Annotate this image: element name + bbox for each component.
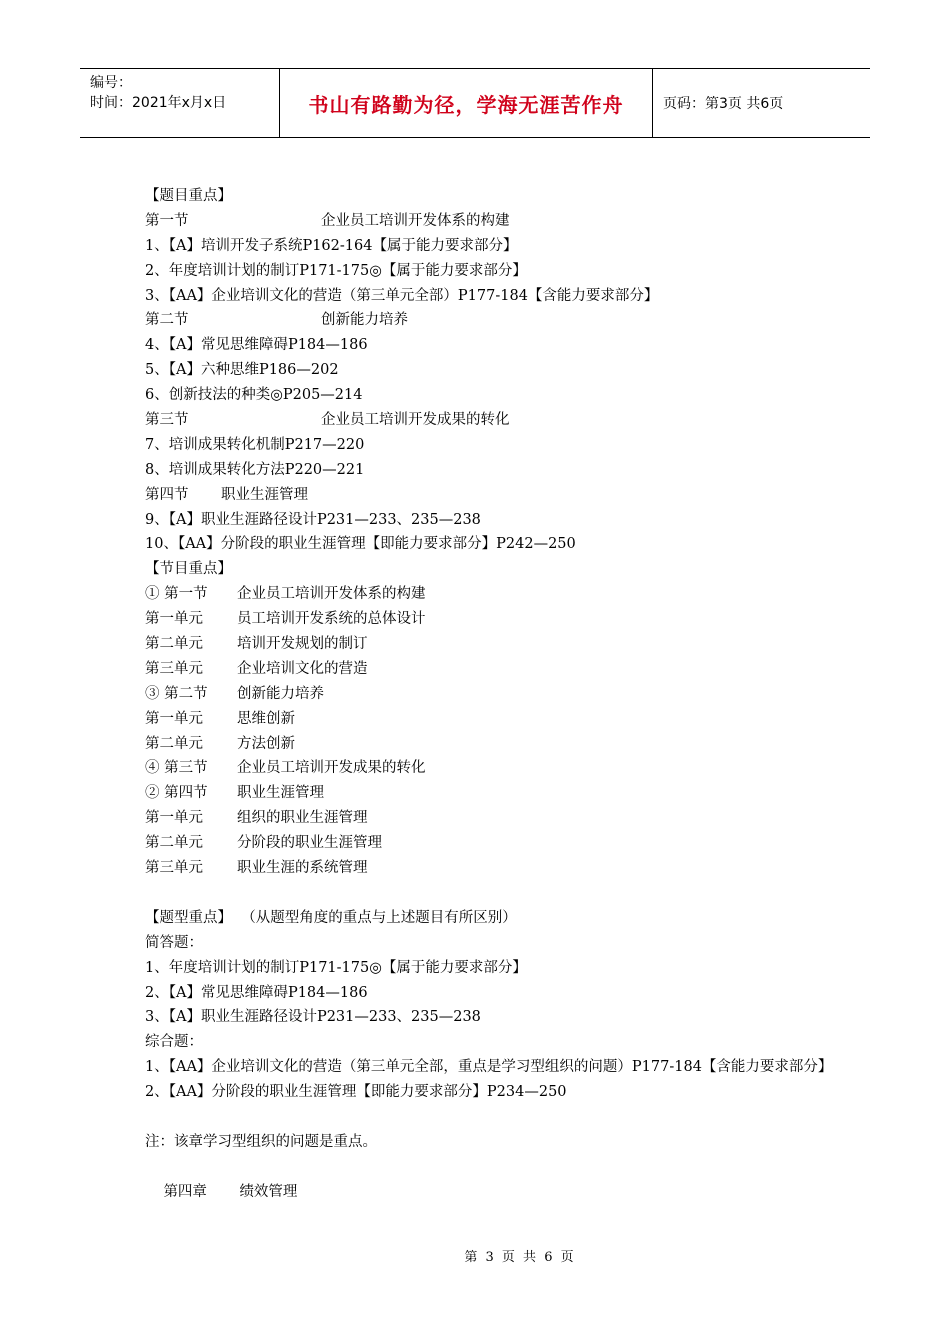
item-label: 第三单元 xyxy=(145,860,203,877)
list-item xyxy=(145,657,845,682)
item-text: 职业生涯管理 xyxy=(237,785,324,802)
list-item xyxy=(145,383,845,408)
item-label: 第二单元 xyxy=(145,835,203,852)
item-text: 企业员工培训开发成果的转化 xyxy=(237,760,426,777)
item-label: 第一节 xyxy=(145,212,189,229)
page-footer: 第 3 页 共 6 页 xyxy=(464,1250,576,1265)
question-type-list xyxy=(145,931,845,1105)
list-item xyxy=(145,756,845,781)
section-title: 【节目重点】 xyxy=(145,561,232,578)
time-label: 时间：2021年x月x日 xyxy=(90,95,227,111)
item-label: 4、【A】常见思维障碍P184—186 xyxy=(145,337,368,354)
page-header xyxy=(80,68,870,138)
document-body xyxy=(145,184,845,1200)
list-item: 1、年度培训计划的制订P171-175◎【属于能力要求部分】 xyxy=(145,959,527,976)
item-text: 职业生涯的系统管理 xyxy=(237,860,368,877)
list-item xyxy=(145,781,845,806)
item-label: 第三节 xyxy=(145,412,189,429)
header-motto: 书山有路勤为径，学海无涯苦作舟 xyxy=(280,69,653,137)
item-text: 培训开发规划的制订 xyxy=(237,636,368,653)
item-label: 2、年度培训计划的制订P171-175◎【属于能力要求部分】 xyxy=(145,262,527,279)
item-label: ① 第一节 xyxy=(145,586,208,603)
item-text: 组织的职业生涯管理 xyxy=(237,810,368,827)
item-label: ③ 第二节 xyxy=(145,685,208,702)
list-item xyxy=(145,209,845,234)
list-item xyxy=(145,408,845,433)
code-label: 编号： xyxy=(90,75,132,91)
item-label: 6、创新技法的种类◎P205—214 xyxy=(145,387,363,404)
list-item xyxy=(145,682,845,707)
list-item xyxy=(145,333,845,358)
list-item xyxy=(145,458,845,483)
unit-list xyxy=(145,582,845,881)
list-item: 综合题： xyxy=(145,1034,203,1051)
item-text: 企业员工培训开发体系的构建 xyxy=(321,212,510,229)
list-item xyxy=(145,607,845,632)
item-text: 创新能力培养 xyxy=(237,685,324,702)
list-item xyxy=(145,856,845,881)
list-item xyxy=(145,508,845,533)
list-item xyxy=(145,358,845,383)
item-label: 第三单元 xyxy=(145,660,203,677)
list-item: 1、【AA】企业培训文化的营造（第三单元全部，重点是学习型组织的问题）P177-184【含能力要求部分】 xyxy=(145,1059,833,1076)
list-item xyxy=(145,433,845,458)
item-text: 方法创新 xyxy=(237,735,295,752)
list-item xyxy=(145,483,845,508)
item-label: ② 第四节 xyxy=(145,785,208,802)
item-label: 9、【A】职业生涯路径设计P231—233、235—238 xyxy=(145,511,481,528)
item-text: 企业员工培训开发成果的转化 xyxy=(321,412,510,429)
item-text: 职业生涯管理 xyxy=(221,486,308,503)
header-meta xyxy=(80,69,280,137)
topic-list xyxy=(145,209,845,557)
item-label: 第四节 xyxy=(145,486,189,503)
list-item xyxy=(145,308,845,333)
item-label: 7、培训成果转化机制P217—220 xyxy=(145,436,365,453)
header-page-info: 页码：第3页 共6页 xyxy=(663,96,784,112)
chapter-heading xyxy=(145,1155,845,1200)
note: 注：该章学习型组织的问题是重点。 xyxy=(145,1133,377,1150)
list-item: 2、【AA】分阶段的职业生涯管理【即能力要求部分】P234—250 xyxy=(145,1084,567,1101)
item-text: 创新能力培养 xyxy=(321,312,408,329)
item-label: ④ 第三节 xyxy=(145,760,208,777)
list-item: 2、【A】常见思维障碍P184—186 xyxy=(145,984,368,1001)
item-label: 8、培训成果转化方法P220—221 xyxy=(145,461,365,478)
list-item xyxy=(145,707,845,732)
list-item xyxy=(145,234,845,259)
list-item xyxy=(145,582,845,607)
list-item xyxy=(145,632,845,657)
list-item: 简答题： xyxy=(145,934,203,951)
list-item xyxy=(145,831,845,856)
item-label: 1、【A】培训开发子系统P162-164【属于能力要求部分】 xyxy=(145,237,518,254)
item-label: 第二单元 xyxy=(145,636,203,653)
item-label: 5、【A】六种思维P186—202 xyxy=(145,362,339,379)
item-label: 10、【AA】分阶段的职业生涯管理【即能力要求部分】P242—250 xyxy=(145,536,576,553)
item-label: 第一单元 xyxy=(145,611,203,628)
list-item xyxy=(145,806,845,831)
item-text: 企业培训文化的营造 xyxy=(237,660,368,677)
item-label: 3、【AA】企业培训文化的营造（第三单元全部）P177-184【含能力要求部分】 xyxy=(145,287,659,304)
item-label: 第二单元 xyxy=(145,735,203,752)
item-text: 企业员工培训开发体系的构建 xyxy=(237,586,426,603)
list-item xyxy=(145,259,845,284)
item-label: 第二节 xyxy=(145,312,189,329)
item-text: 员工培训开发系统的总体设计 xyxy=(237,611,426,628)
section-title: 【题目重点】 xyxy=(145,188,232,204)
item-label: 第一单元 xyxy=(145,810,203,827)
list-item xyxy=(145,284,845,309)
chapter-number: 第四章 xyxy=(163,1183,207,1200)
list-item: 3、【A】职业生涯路径设计P231—233、235—238 xyxy=(145,1009,481,1026)
item-text: 分阶段的职业生涯管理 xyxy=(237,835,382,852)
item-text: 思维创新 xyxy=(237,710,295,727)
item-label: 第一单元 xyxy=(145,710,203,727)
section-title: 【题型重点】 （从题型角度的重点与上述题目有所区别） xyxy=(145,909,517,926)
list-item xyxy=(145,532,845,557)
list-item xyxy=(145,732,845,757)
chapter-title: 绩效管理 xyxy=(239,1183,298,1200)
